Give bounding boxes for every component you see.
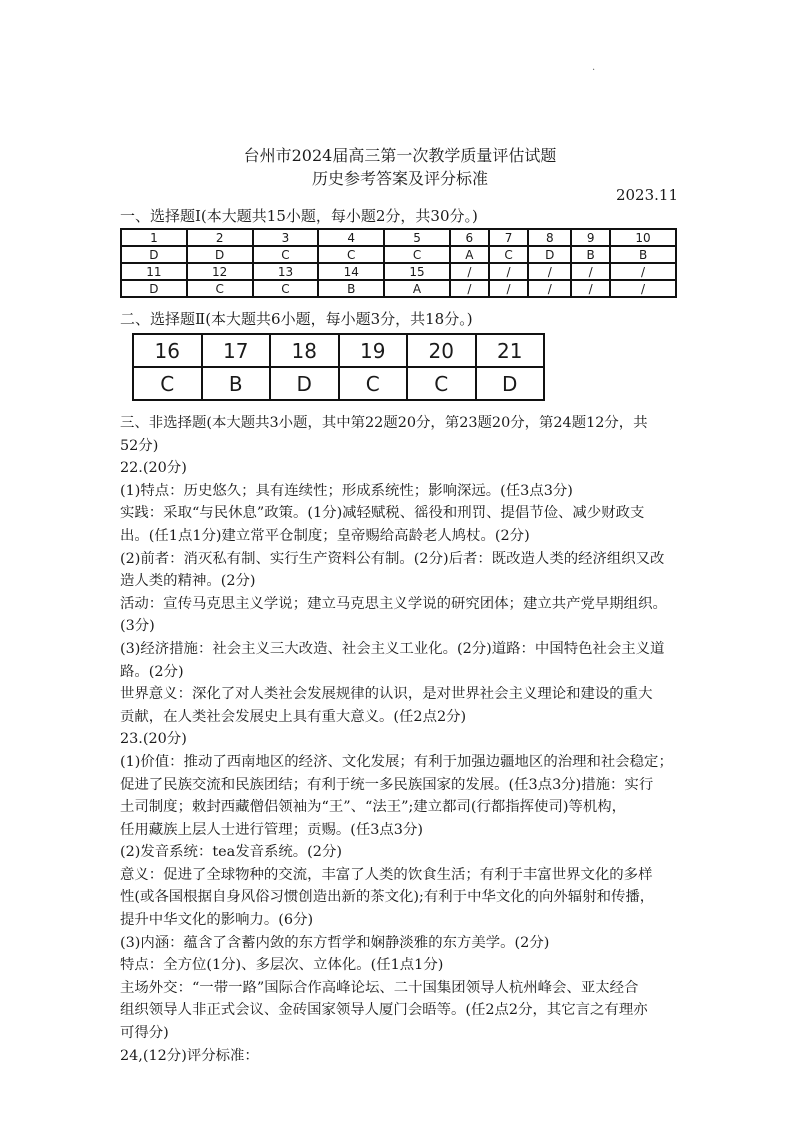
text-line: 组织领导人非正式会议、金砖国家领导人厦门会晤等。(任2点2分，其它言之有理亦 — [120, 1002, 648, 1019]
text-line: 24,(12分)评分标准： — [120, 1047, 259, 1064]
table-cell: C — [407, 367, 476, 400]
table-cell: / — [489, 263, 529, 280]
table-cell: / — [528, 280, 571, 297]
table-cell: 12 — [187, 263, 253, 280]
table-cell: D — [270, 367, 339, 400]
text-line: 路。(2分) — [120, 663, 184, 680]
table-cell: B — [202, 367, 271, 400]
table-cell: D — [121, 246, 187, 263]
text-line: 三、非选择题(本大题共3小题，其中第22题20分，第23题20分，第24题12分，共 — [120, 415, 648, 431]
table-cell: 3 — [253, 229, 319, 246]
text-line: 可得分) — [120, 1025, 169, 1042]
table-cell: A — [450, 246, 489, 263]
table-cell: / — [610, 263, 676, 280]
table-cell: C — [339, 367, 408, 400]
text-line: 活动：宣传马克思主义学说；建立马克思主义学说的研究团体；建立共产党早期组织。 — [120, 595, 667, 612]
section2-answer-table — [132, 333, 545, 401]
table-row — [121, 246, 676, 263]
corner-mark: . — [592, 62, 596, 73]
table-cell: 9 — [571, 229, 610, 246]
text-line: 任用藏族上层人士进行管理；贡赐。(任3点3分) — [120, 821, 423, 838]
text-line: 意义：促进了全球物种的交流，丰富了人类的饮食生活；有利于丰富世界文化的多样 — [120, 866, 653, 883]
text-line: 52分) — [120, 437, 159, 454]
table-cell: 4 — [318, 229, 384, 246]
text-line: 土司制度；敕封西藏僧侣领袖为“王”、“法王”;建立都司(行都指挥使司)等机构， — [120, 799, 627, 816]
table-cell: 10 — [610, 229, 676, 246]
text-line: (2)发音系统：tea发音系统。(2分) — [120, 844, 342, 861]
table-row — [121, 229, 676, 246]
table-cell: 15 — [384, 263, 450, 280]
table-cell: 8 — [528, 229, 571, 246]
table-cell: 17 — [202, 334, 271, 367]
table-cell: B — [318, 280, 384, 297]
text-line: (3分) — [120, 618, 155, 635]
section1-answer-table — [120, 228, 677, 298]
table-cell: 1 — [121, 229, 187, 246]
table-cell: C — [318, 246, 384, 263]
table-cell: D — [187, 246, 253, 263]
table-cell: B — [571, 246, 610, 263]
text-line: 世界意义：深化了对人类社会发展规律的认识，是对世界社会主义理论和建设的重大 — [120, 686, 653, 703]
table-cell: / — [450, 263, 489, 280]
section2-heading: 二、选择题Ⅱ(本大题共6小题，每小题3分，共18分。) — [120, 310, 473, 328]
table-cell: C — [384, 246, 450, 263]
text-line: (3)内涵：蕴含了含蓄内敛的东方哲学和娴静淡雅的东方美学。(2分) — [120, 934, 550, 951]
text-line: 造人类的精神。(2分) — [120, 573, 256, 590]
table-cell: 6 — [450, 229, 489, 246]
table-cell: C — [187, 280, 253, 297]
document-title: 台州市2024届高三第一次教学质量评估试题 — [243, 146, 557, 165]
table-cell: / — [571, 263, 610, 280]
table-cell: A — [384, 280, 450, 297]
text-line: 主场外交：“一带一路”国际合作高峰论坛、二十国集团领导人杭州峰会、亚太经合 — [120, 979, 639, 996]
table-cell: / — [528, 263, 571, 280]
answer-body — [120, 412, 680, 1067]
table-cell: / — [571, 280, 610, 297]
table-row — [133, 367, 544, 400]
text-line: 23.(20分) — [120, 731, 187, 748]
text-line: (3)经济措施：社会主义三大改造、社会主义工业化。(2分)道路：中国特色社会主义道 — [120, 640, 665, 657]
table-cell: B — [610, 246, 676, 263]
text-line: (1)价值：推动了西南地区的经济、文化发展；有利于加强边疆地区的治理和社会稳定； — [120, 753, 673, 770]
table-cell: C — [133, 367, 202, 400]
table-cell: 13 — [253, 263, 319, 280]
table-cell: / — [489, 280, 529, 297]
table-cell: D — [121, 280, 187, 297]
text-line: 特点：全方位(1分)、多层次、立体化。(任1点1分) — [120, 957, 444, 974]
table-row — [133, 334, 544, 367]
table-row — [121, 263, 676, 280]
table-cell: 5 — [384, 229, 450, 246]
table-cell: 2 — [187, 229, 253, 246]
table-cell: / — [610, 280, 676, 297]
text-line: 提升中华文化的影响力。(6分) — [120, 912, 314, 929]
text-line: 实践：采取“与民休息”政策。(1分)减轻赋税、徭役和刑罚、提倡节俭、减少财政支 — [120, 505, 645, 522]
table-cell: 20 — [407, 334, 476, 367]
text-line: (2)前者：消灭私有制、实行生产资料公有制。(2分)后者：既改造人类的经济组织又改 — [120, 550, 665, 567]
section1-heading: 一、选择题Ⅰ(本大题共15小题，每小题2分，共30分。) — [120, 207, 478, 225]
table-cell: 19 — [339, 334, 408, 367]
text-line: (1)特点：历史悠久；具有连续性；形成系统性；影响深远。(任3点3分) — [120, 482, 573, 499]
table-cell: / — [450, 280, 489, 297]
document-date: 2023.11 — [615, 186, 678, 204]
table-cell: D — [476, 367, 545, 400]
table-cell: 16 — [133, 334, 202, 367]
table-cell: 14 — [318, 263, 384, 280]
table-cell: 18 — [270, 334, 339, 367]
table-cell: C — [489, 246, 529, 263]
text-line: 22.(20分) — [120, 460, 187, 477]
table-cell: C — [253, 246, 319, 263]
text-line: 促进了民族交流和民族团结；有利于统一多民族国家的发展。(任3点3分)措施：实行 — [120, 776, 654, 793]
table-cell: 7 — [489, 229, 529, 246]
table-cell: C — [253, 280, 319, 297]
document-subtitle: 历史参考答案及评分标准 — [311, 169, 488, 188]
table-cell: 11 — [121, 263, 187, 280]
text-line: 贡献，在人类社会发展史上具有重大意义。(任2点2分) — [120, 708, 467, 725]
table-row — [121, 280, 676, 297]
text-line: 出。(任1点1分)建立常平仓制度；皇帝赐给高龄老人鸠杖。(2分) — [120, 527, 530, 544]
text-line: 性(或各国根据自身风俗习惯创造出新的茶文化);有利于中华文化的向外辐射和传播， — [120, 889, 655, 906]
table-cell: 21 — [476, 334, 545, 367]
table-cell: D — [528, 246, 571, 263]
